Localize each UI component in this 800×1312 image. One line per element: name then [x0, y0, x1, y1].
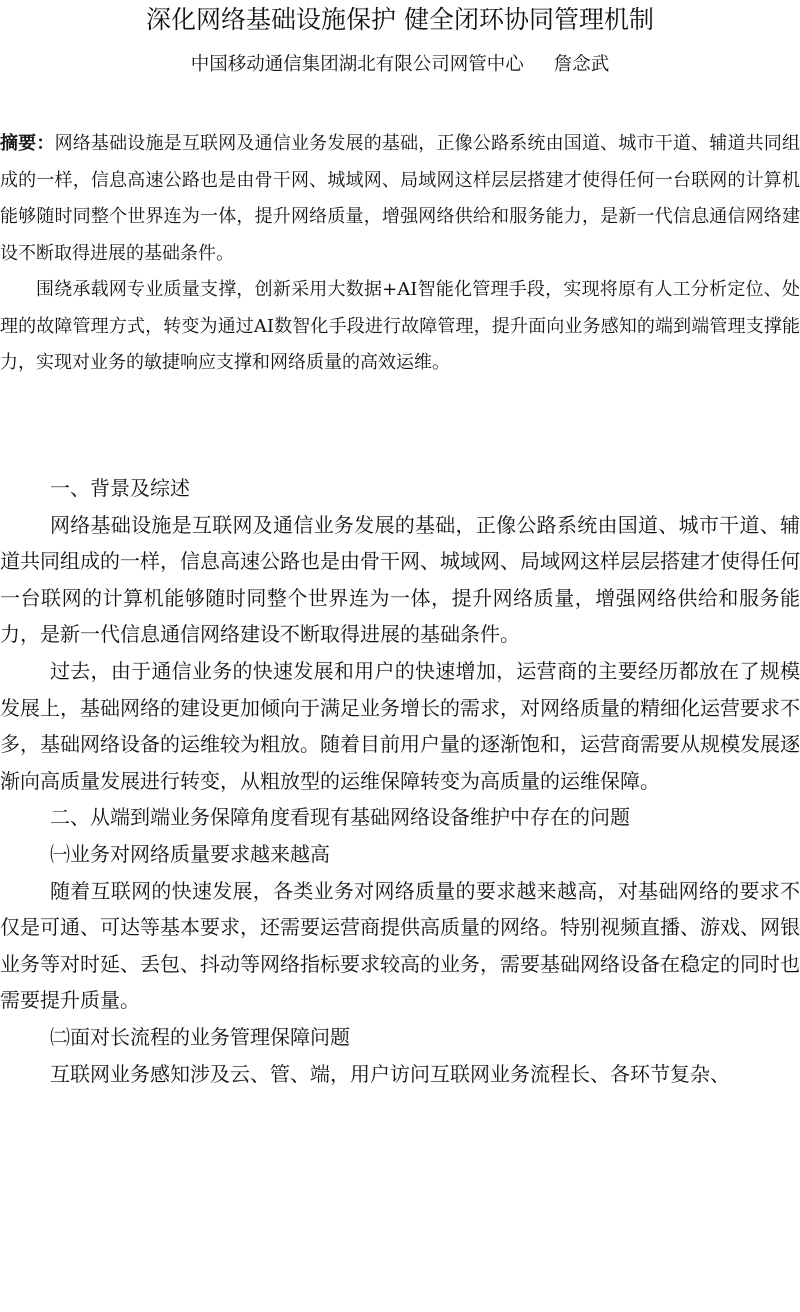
- page-title: 深化网络基础设施保护 健全闭环协同管理机制: [146, 5, 654, 34]
- document-body: [0, 470, 800, 1092]
- body-paragraph: 网络基础设施是互联网及通信业务发展的基础，正像公路系统由国道、城市干道、辅道共同组成的一样，信息高速公路也是由骨干网、城域网、局域网这样层层搭建才使得任何一台联网的计算机能够随时同整个世界连为一体，提升网络质量，增强网络供给和服务能力，是新一代信息通信网络建设不断取得进展的基础条件。: [0, 512, 800, 647]
- abstract-label: 摘要：: [0, 133, 55, 154]
- body-paragraph: 随着互联网的快速发展，各类业务对网络质量的要求越来越高，对基础网络的要求不仅是可通、可达等基本要求，还需要运营商提供高质量的网络。特别视频直播、游戏、网银业务等对时延、丢包、抖动等网络指标要求较高的业务，需要基础网络设备在稳定的同时也需要提升质量。: [0, 878, 800, 1013]
- author: 詹念武: [553, 54, 610, 75]
- abstract: [0, 126, 800, 382]
- body-paragraph: 过去，由于通信业务的快速发展和用户的快速增加，运营商的主要经历都放在了规模发展上，基础网络的建设更加倾向于满足业务增长的需求，对网络质量的精细化运营要求不多，基础网络设备的运维较为粗放。随着目前用户量的逐渐饱和，运营商需要从规模发展逐渐向高质量发展进行转变，从粗放型的运维保障转变为高质量的运维保障。: [0, 658, 800, 793]
- abstract-paragraph: 围绕承载网专业质量支撑，创新采用大数据+AI智能化管理手段，实现将原有人工分析定位、处理的故障管理方式，转变为通过AI数智化手段进行故障管理，提升面向业务感知的端到端管理支撑能力，实现对业务的敏捷响应支撑和网络质量的高效运维。: [0, 279, 800, 373]
- section-heading: 一、背景及综述: [50, 476, 190, 500]
- section-heading: 二、从端到端业务保障角度看现有基础网络设备维护中存在的问题: [50, 805, 630, 830]
- body-paragraph: 互联网业务感知涉及云、管、端，用户访问互联网业务流程长、各环节复杂、: [50, 1061, 730, 1086]
- abstract-paragraph: [0, 126, 800, 272]
- organization: 中国移动通信集团湖北有限公司网管中心: [190, 54, 524, 75]
- subsection-heading: ㈠业务对网络质量要求越来越高: [50, 841, 330, 866]
- subsection-heading: ㈡面对长流程的业务管理保障问题: [50, 1024, 350, 1049]
- byline: [0, 50, 800, 80]
- abstract-text: 网络基础设施是互联网及通信业务发展的基础，正像公路系统由国道、城市干道、辅道共同组成的一样，信息高速公路也是由骨干网、城域网、局域网这样层层搭建才使得任何一台联网的计算机能够随时同整个世界连为一体，提升网络质量，增强网络供给和服务能力，是新一代信息通信网络建设不断取得进展的基础条件。: [0, 133, 800, 264]
